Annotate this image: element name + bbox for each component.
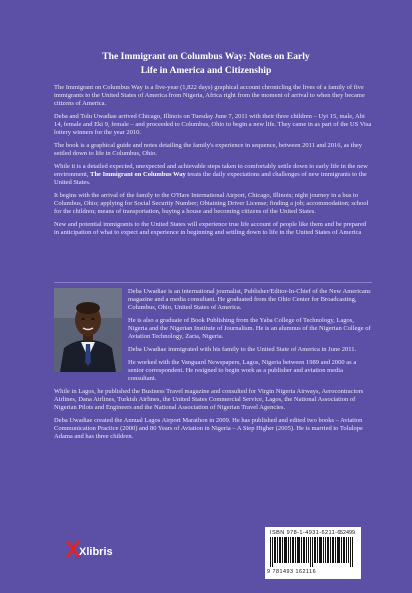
bio-paragraph: He worked with the Vanguard Newspapers, Lagos, Nigeria between 1989 and 2000 as a senior correspondent. He resigned to begin work as a publisher and aviation media consultant. [128, 359, 357, 383]
title-line-2: Life in America and Citizenship [140, 65, 272, 76]
book-title [60, 50, 352, 78]
description-paragraph: Deba and Tolu Uwadiae arrived Chicago, Illinois on Tuesday June 7, 2011 with their three children – Uyi 15, male, Abi 14, female and Eki 9, female – and proceeded to Columbus, Ohio to begin a new life. They came in as part of the US Visa lottery winners for the year 2010. [54, 113, 372, 137]
description-text: While it is a detailed expected, unexpected and achievable steps taken to comfortably settle down to early life in the new environment, [54, 163, 368, 179]
barcode-number: 9 781493 162116 [267, 569, 317, 575]
section-divider [54, 282, 372, 283]
description-paragraph: The book is a graphical guide and notes detailing the family's experience in sequence, between 2011 and 2016, as they settled down to life in Columbus, Ohio. [54, 142, 362, 158]
price-code: 52499 [340, 530, 355, 536]
photo-text-wrap-spacer [54, 288, 128, 378]
bio-paragraph: Deba Uwadiae created the Annual Lagos Airport Marathon in 2009. He has published and edited two books – Aviation Communication Practice (2000) and 80 Years of Aviation in Nigeria – A Step Higher (2005). He is married to Tolulope Adama and has three children. [54, 417, 363, 441]
bio-paragraph: Deba Uwadiae immigrated with his family to the United State of America in June 2011. [128, 346, 357, 354]
bio-paragraph: While in Lagos, he published the Business Travel magazine and consulted for Virgin Nigeria Airways, Aerocontractors Airlines, Dana Airlines, Turkish Airlines, the United States Commercial Service, Lagos, the National Association of Nigerian Pilots and Engineers and the National Association of Nigerian Travel Agencies. [54, 388, 364, 412]
isbn-barcode [270, 537, 356, 567]
publisher-name: Xlibris [79, 546, 113, 558]
description-paragraph: It begins with the arrival of the family to the O'Hare International Airport, Chicago, Illinois; night journey in a bus to Columbus, Ohio; applying for Social Security Number; Obtaining Driver License; finding a job; accommodation; school for the children; means of transportation, buying a house and becoming citizens of the United States. [54, 192, 369, 216]
book-title-inline: The Immigrant on Columbus Way [90, 171, 186, 179]
book-description [54, 84, 372, 242]
xlibris-logo [64, 538, 118, 560]
description-paragraph: The Immigrant on Columbus Way is a five-year (1,822 days) graphical account chronicling the lives of a family of five immigrants to the United States of America from Nigeria, Africa right from the moment of arrival to when they became citizens of America. [54, 84, 365, 108]
title-line-1: The Immigrant on Columbus Way: Notes on Early [102, 51, 310, 62]
description-paragraph: New and potential immigrants to the United States will experience true life account of people like them and be prepared in anticipation of what to expect and experience in beginning and settling down to life in the United States of America [54, 221, 367, 237]
author-bio [54, 288, 372, 446]
description-paragraph [54, 163, 372, 187]
isbn-label: ISBN 978-1-4931-6211-6 [268, 530, 352, 536]
bio-paragraph: Deba Uwadiae is an international journalist, Publisher/Editor-In-Chief of the New Americans magazine and a media consultant. He graduated from the Ohio Center for Broadcasting, Columbus, Ohio, United States of America. [128, 288, 371, 312]
description-text: treats the daily expectations and challenges of new immigrants to the United States. [54, 171, 367, 187]
bio-paragraph: He is also a graduate of Book Publishing from the Yaba College of Technology, Lagos, Nigeria and the Nigerian Institute of Journalism. He is an alumnus of the Nigerian College of Aviation Technology, Zaria, Nigeria. [128, 317, 371, 341]
